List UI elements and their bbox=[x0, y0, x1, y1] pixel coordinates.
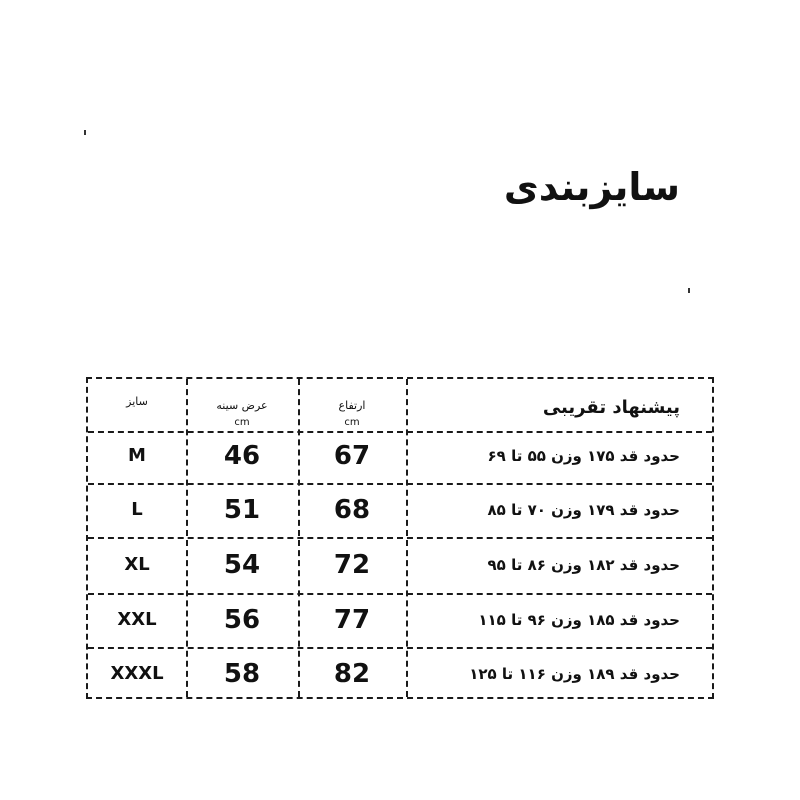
chest-cell: 58 bbox=[223, 659, 261, 689]
length-cell: 67 bbox=[333, 441, 371, 471]
header-height-unit: cm bbox=[344, 417, 360, 428]
suggestion-cell: حدود قد ۱۷۹ وزن ۷۰ تا ۸۵ bbox=[487, 501, 680, 519]
header-height: ارتفاع bbox=[338, 399, 366, 412]
chest-cell: 51 bbox=[223, 495, 261, 525]
row-divider bbox=[88, 593, 712, 595]
row-divider bbox=[88, 647, 712, 649]
scan-speck bbox=[84, 130, 86, 135]
chest-cell: 56 bbox=[223, 605, 261, 635]
suggestion-cell: حدود قد ۱۸۲ وزن ۸۶ تا ۹۵ bbox=[487, 556, 680, 574]
row-divider bbox=[88, 483, 712, 485]
suggestion-cell: حدود قد ۱۷۵ وزن ۵۵ تا ۶۹ bbox=[487, 447, 680, 465]
header-size: سایز bbox=[126, 395, 148, 408]
header-chest: عرض سینه bbox=[216, 399, 268, 412]
scan-speck bbox=[688, 288, 690, 293]
page-title: سایزبندی bbox=[503, 165, 680, 209]
length-cell: 68 bbox=[333, 495, 371, 525]
length-cell: 82 bbox=[333, 659, 371, 689]
size-cell: L bbox=[131, 499, 143, 520]
suggestion-cell: حدود قد ۱۸۹ وزن ۱۱۶ تا ۱۲۵ bbox=[469, 665, 680, 683]
size-cell: M bbox=[128, 445, 146, 466]
suggestion-cell: حدود قد ۱۸۵ وزن ۹۶ تا ۱۱۵ bbox=[478, 611, 680, 629]
row-divider bbox=[88, 537, 712, 539]
header-chest-unit: cm bbox=[234, 417, 250, 428]
header-suggestion: پیشنهاد تقریبی bbox=[542, 397, 680, 418]
size-cell: XXL bbox=[117, 609, 157, 630]
chest-cell: 54 bbox=[223, 550, 261, 580]
size-table bbox=[86, 377, 714, 699]
row-divider bbox=[88, 431, 712, 433]
length-cell: 72 bbox=[333, 550, 371, 580]
size-cell: XL bbox=[124, 554, 150, 575]
size-cell: XXXL bbox=[110, 663, 164, 684]
chest-cell: 46 bbox=[223, 441, 261, 471]
length-cell: 77 bbox=[333, 605, 371, 635]
